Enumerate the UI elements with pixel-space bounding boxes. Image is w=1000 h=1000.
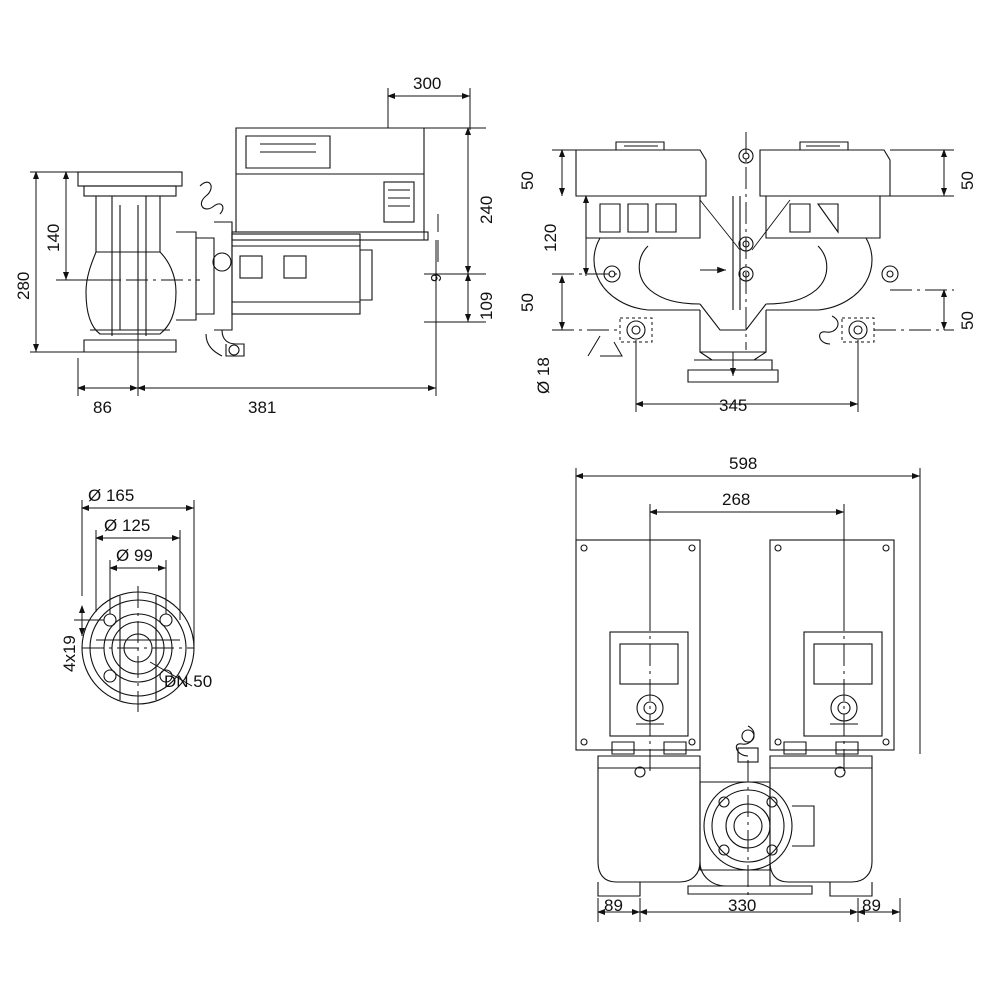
dim-top-offset-right-bottom: 50 (958, 311, 977, 330)
top-view-geometry (576, 142, 898, 382)
front-view-geometry (576, 540, 894, 896)
dim-top-offset-left-upper: 120 (541, 223, 560, 252)
dim-side-height-mid: 140 (44, 223, 63, 252)
dim-flange-bolt-circle: Ø 125 (104, 516, 151, 535)
dim-side-height-motor: 240 (477, 195, 496, 224)
dim-front-foot-right: 89 (862, 896, 881, 915)
dim-top-base-width: 345 (719, 396, 748, 415)
dim-side-flange-offset: 86 (93, 398, 112, 417)
dim-flange-outer: Ø 165 (88, 486, 135, 505)
dim-top-bolt-hole: Ø 18 (534, 357, 553, 394)
side-view-dimension-lines (30, 88, 486, 396)
dim-side-height-small: 9 (428, 273, 445, 282)
side-view-geometry (78, 128, 428, 356)
dim-side-top-box-width: 300 (413, 74, 442, 93)
dim-side-height-lower: 109 (477, 291, 496, 320)
dim-front-overall-width: 598 (729, 454, 758, 473)
dim-top-offset-left-50-lower: 50 (518, 293, 537, 312)
dim-flange-bore: Ø 99 (116, 546, 153, 565)
dim-flange-nominal: DN 50 (164, 672, 213, 691)
dim-top-offset-right-top: 50 (958, 171, 977, 190)
front-view-dimension-lines (576, 468, 920, 922)
dim-side-width-total: 381 (248, 398, 277, 417)
dim-flange-holes: 4x19 (60, 635, 79, 672)
dim-top-offset-left-50-upper: 50 (518, 171, 537, 190)
dim-side-height-total: 280 (14, 271, 33, 300)
dim-front-motor-centres: 268 (722, 490, 751, 509)
dim-front-flange-width: 330 (728, 896, 757, 915)
dim-front-foot-left: 89 (604, 896, 623, 915)
